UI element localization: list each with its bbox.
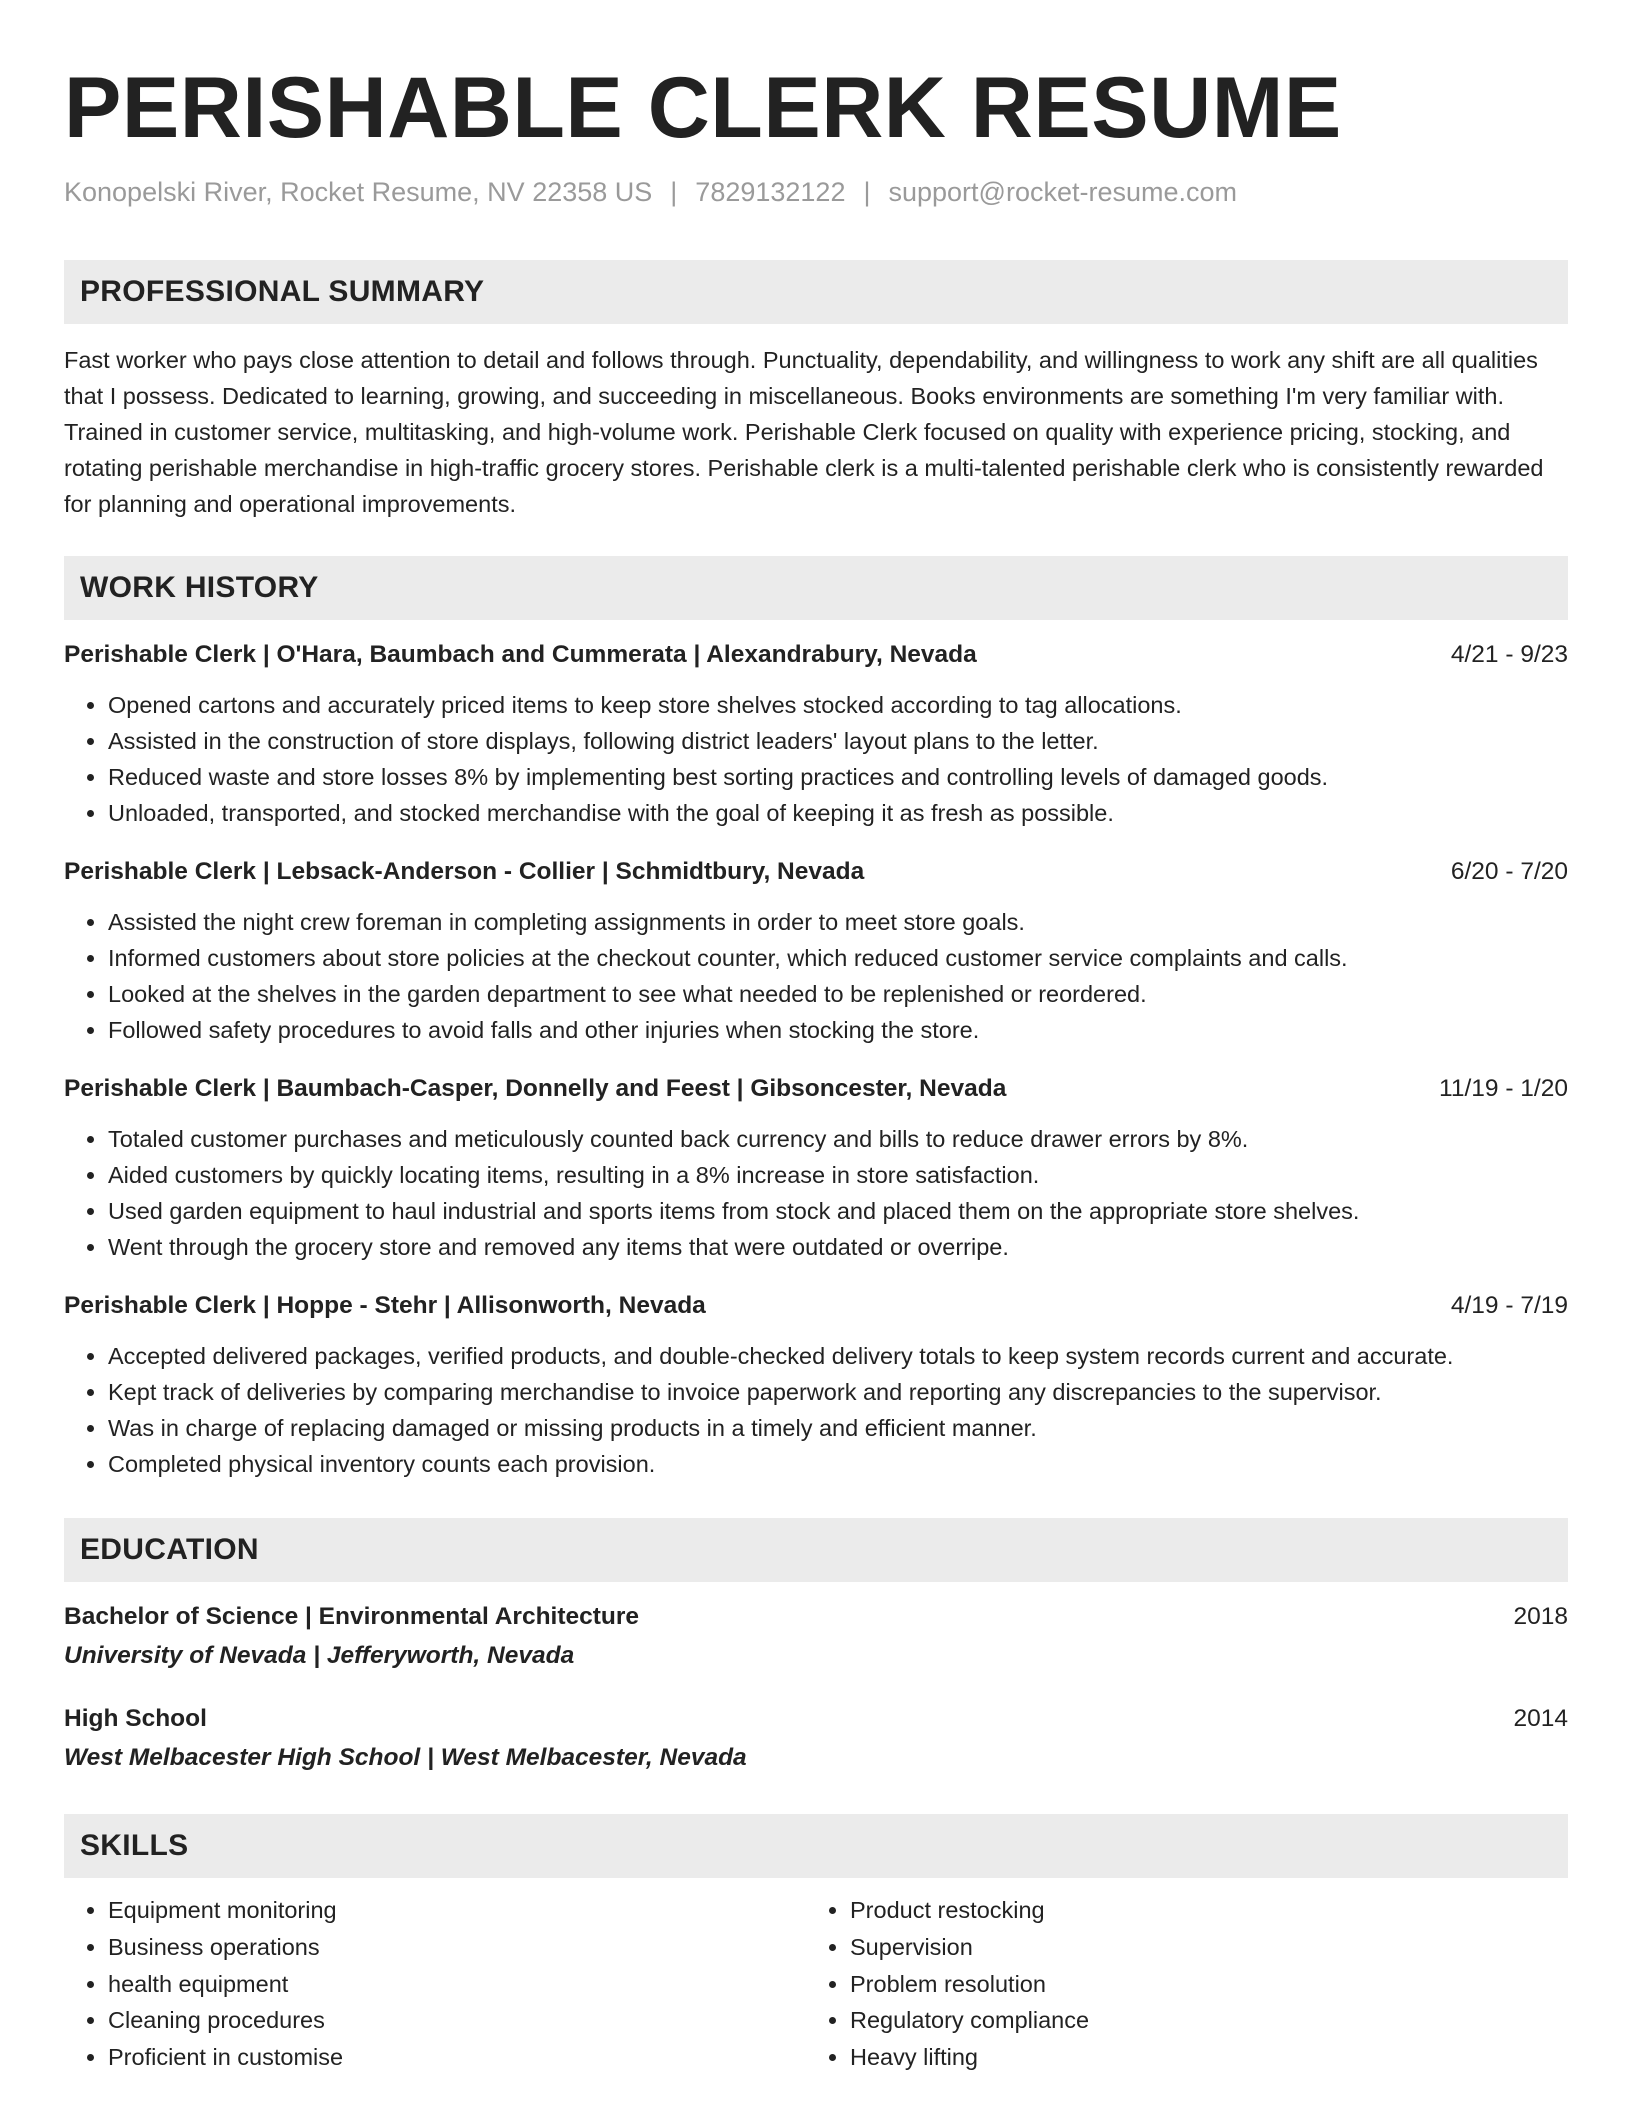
education-degree: Bachelor of Science | Environmental Architecture: [64, 1603, 640, 1630]
skills-section-header: [64, 1814, 1568, 1878]
skills-list-left: [64, 1892, 806, 2076]
job-bullet: • Used garden equipment to haul industrial and sports items from stock and placed them on the appropriate store shelves.: [108, 1193, 1568, 1229]
job-bullet: • Looked at the shelves in the garden department to see what needed to be replenished or reordered.: [108, 976, 1568, 1012]
skill-item: • health equipment: [108, 1966, 806, 2003]
summary-text: Fast worker who pays close attention to detail and follows through. Punctuality, dependability, and willingness to work any shift are all qualities that I possess. Dedicated to learning, growing, and succeeding in miscellaneous. Books environments are something I'm very familiar with. Trained in customer service, multitasking, and high-volume work. Perishable Clerk focused on quality with experience pricing, stocking, and rotating perishable merchandise in high-traffic grocery stores. Perishable clerk is a multi-talented perishable clerk who is consistently rewarded for planning and operational improvements.: [64, 347, 1544, 517]
education-heading: EDUCATION: [80, 1533, 259, 1566]
education-entry: [64, 1600, 1568, 1674]
education-year: 2014: [1513, 1705, 1568, 1732]
job-title: Perishable Clerk | Baumbach-Casper, Donnelly and Feest | Gibsoncester, Nevada: [64, 1075, 1007, 1102]
job-title: Perishable Clerk | Hoppe - Stehr | Allisonworth, Nevada: [64, 1292, 706, 1319]
skill-item: • Supervision: [850, 1929, 1548, 1966]
education-entry: [64, 1702, 1568, 1776]
job-bullet: • Reduced waste and store losses 8% by implementing best sorting practices and controlling levels of damaged goods.: [108, 759, 1568, 795]
work-section-header: [64, 556, 1568, 620]
job-bullets: [64, 1121, 1568, 1265]
job-header: [64, 855, 1568, 889]
job-bullet: • Went through the grocery store and removed any items that were outdated or overripe.: [108, 1229, 1568, 1265]
skill-item: • Product restocking: [850, 1892, 1548, 1929]
education-year: 2018: [1513, 1603, 1568, 1630]
skill-item: • Regulatory compliance: [850, 2002, 1548, 2039]
job-bullet: • Completed physical inventory counts each provision.: [108, 1446, 1568, 1482]
skills-columns: [64, 1892, 1568, 2076]
contact-address: Konopelski River, Rocket Resume, NV 22358 US: [64, 177, 653, 207]
skills-list-right: [806, 1892, 1548, 2076]
job-bullet: • Assisted the night crew foreman in completing assignments in order to meet store goals.: [108, 904, 1568, 940]
work-heading: WORK HISTORY: [80, 571, 319, 604]
job-bullet: • Assisted in the construction of store displays, following district leaders' layout plans to the letter.: [108, 723, 1568, 759]
education-section-header: [64, 1518, 1568, 1582]
skill-item: • Equipment monitoring: [108, 1892, 806, 1929]
job-entry: [64, 1289, 1568, 1482]
contact-separator: |: [863, 177, 871, 207]
job-title: Perishable Clerk | Lebsack-Anderson - Collier | Schmidtbury, Nevada: [64, 858, 865, 885]
skill-item: • Heavy lifting: [850, 2039, 1548, 2076]
job-bullet: • Kept track of deliveries by comparing merchandise to invoice paperwork and reporting any discrepancies to the supervisor.: [108, 1374, 1568, 1410]
job-entry: [64, 638, 1568, 831]
job-bullets: [64, 904, 1568, 1048]
job-entry: [64, 1072, 1568, 1265]
resume-title: PERISHABLE CLERK RESUME: [64, 60, 1342, 156]
job-header: [64, 1289, 1568, 1323]
job-bullet: • Opened cartons and accurately priced items to keep store shelves stocked according to tag allocations.: [108, 687, 1568, 723]
contact-email: support@rocket-resume.com: [888, 177, 1238, 207]
job-header: [64, 1072, 1568, 1106]
job-bullet: • Was in charge of replacing damaged or missing products in a timely and efficient manner.: [108, 1410, 1568, 1446]
contact-separator: |: [670, 177, 678, 207]
education-school: University of Nevada | Jefferyworth, Nevada: [64, 1642, 575, 1669]
education-header: [64, 1600, 1568, 1634]
contact-line: [64, 176, 1568, 208]
job-title: Perishable Clerk | O'Hara, Baumbach and Cummerata | Alexandrabury, Nevada: [64, 641, 977, 668]
job-dates: 4/19 - 7/19: [1450, 1292, 1568, 1319]
resume-page: [64, 0, 1568, 2076]
job-dates: 6/20 - 7/20: [1450, 858, 1568, 885]
skill-item: • Business operations: [108, 1929, 806, 1966]
job-entry: [64, 855, 1568, 1048]
skill-item: • Problem resolution: [850, 1966, 1548, 2003]
skills-heading: SKILLS: [80, 1829, 189, 1862]
job-bullet: • Informed customers about store policies at the checkout counter, which reduced customer service complaints and calls.: [108, 940, 1568, 976]
job-bullets: [64, 1338, 1568, 1482]
job-bullet: • Aided customers by quickly locating items, resulting in a 8% increase in store satisfaction.: [108, 1157, 1568, 1193]
job-bullet: • Unloaded, transported, and stocked merchandise with the goal of keeping it as fresh as possible.: [108, 795, 1568, 831]
education-header: [64, 1702, 1568, 1736]
summary-section-header: [64, 260, 1568, 324]
job-bullet: • Accepted delivered packages, verified products, and double-checked delivery totals to keep system records current and accurate.: [108, 1338, 1568, 1374]
summary-heading: PROFESSIONAL SUMMARY: [80, 275, 485, 308]
job-bullet: • Totaled customer purchases and meticulously counted back currency and bills to reduce drawer errors by 8%.: [108, 1121, 1568, 1157]
education-school: West Melbacester High School | West Melbacester, Nevada: [64, 1744, 747, 1771]
job-dates: 11/19 - 1/20: [1439, 1075, 1568, 1102]
education-degree: High School: [64, 1705, 207, 1732]
skill-item: • Proficient in customise: [108, 2039, 806, 2076]
job-dates: 4/21 - 9/23: [1450, 641, 1568, 668]
contact-phone: 7829132122: [695, 177, 846, 207]
job-bullets: [64, 687, 1568, 831]
job-bullet: • Followed safety procedures to avoid falls and other injuries when stocking the store.: [108, 1012, 1568, 1048]
job-header: [64, 638, 1568, 672]
skill-item: • Cleaning procedures: [108, 2002, 806, 2039]
